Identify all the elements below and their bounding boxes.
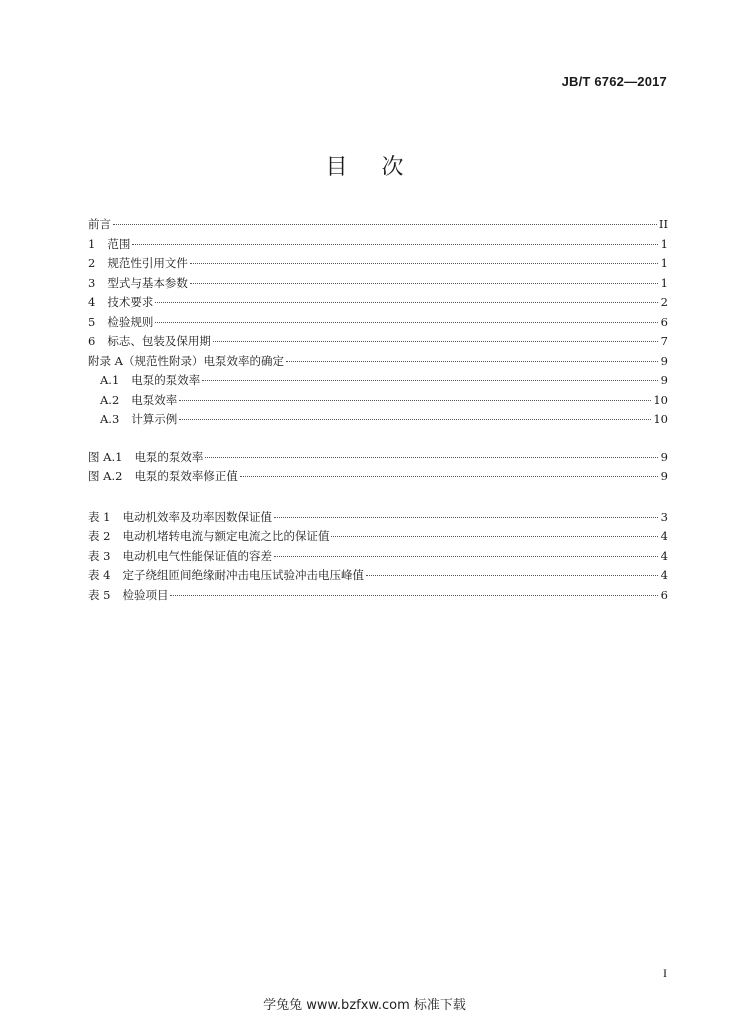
toc-entry-label: 计算示例 bbox=[131, 412, 178, 426]
toc-entry-number: 4 bbox=[88, 295, 96, 309]
toc-entry-page: 9 bbox=[660, 469, 668, 483]
toc-leader-dots bbox=[179, 419, 651, 420]
toc-entry-number: 5 bbox=[88, 314, 96, 329]
toc-leader-dots bbox=[366, 575, 658, 576]
toc-entry-number: 图 A.2 bbox=[88, 469, 123, 483]
toc-leader-dots bbox=[155, 302, 658, 303]
toc-entry-number: 表 2 bbox=[88, 529, 111, 543]
toc-entry[interactable] bbox=[88, 332, 668, 352]
toc-entry-page: 6 bbox=[660, 314, 668, 329]
toc-entry-number: A.1 bbox=[100, 373, 120, 387]
toc-entry-label: 电动机电气性能保证值的容差 bbox=[122, 548, 272, 563]
toc-entry-page: 1 bbox=[660, 275, 668, 290]
toc-leader-dots bbox=[274, 517, 658, 518]
toc-entry-label: 标志、包装及保用期 bbox=[107, 334, 211, 348]
toc-entry[interactable] bbox=[88, 410, 668, 430]
toc-entry-number: 表 1 bbox=[88, 509, 111, 524]
toc-leader-dots bbox=[113, 224, 657, 225]
toc-leader-dots bbox=[213, 341, 658, 342]
toc-entry-label: 电动机堵转电流与额定电流之比的保证值 bbox=[122, 529, 330, 543]
toc-entry-label: 型式与基本参数 bbox=[107, 275, 188, 290]
toc-entry-page: 4 bbox=[660, 568, 668, 582]
toc-entry-label: 规范性引用文件 bbox=[107, 256, 188, 270]
toc-figures bbox=[88, 448, 668, 487]
toc-entry[interactable] bbox=[88, 566, 668, 586]
toc-entry[interactable] bbox=[88, 448, 668, 468]
toc-entry[interactable] bbox=[88, 313, 668, 333]
toc-entry-number: 6 bbox=[88, 334, 96, 348]
toc-entry[interactable] bbox=[88, 391, 668, 411]
toc-entry[interactable] bbox=[88, 527, 668, 547]
toc-entry-page: 7 bbox=[660, 334, 668, 348]
toc-entry-page: 10 bbox=[653, 412, 668, 426]
toc-entry[interactable] bbox=[88, 215, 668, 235]
toc-entry-label: 前言 bbox=[88, 217, 111, 231]
toc-entry-page: 1 bbox=[660, 256, 668, 270]
toc-entry-page: II bbox=[658, 217, 668, 231]
table-of-contents bbox=[88, 215, 668, 605]
toc-entry-number: 图 A.1 bbox=[88, 449, 123, 464]
footer-watermark: 学兔兔 www.bzfxw.com 标准下载 bbox=[263, 998, 466, 1013]
toc-entry[interactable] bbox=[88, 254, 668, 274]
toc-entry[interactable] bbox=[88, 352, 668, 372]
toc-leader-dots bbox=[190, 283, 658, 284]
toc-entry-label: 检验项目 bbox=[122, 587, 169, 602]
toc-entry-page: 6 bbox=[660, 587, 668, 602]
toc-leader-dots bbox=[274, 556, 658, 557]
toc-entry-page: 3 bbox=[660, 509, 668, 524]
toc-entry-label: 电泵的泵效率 bbox=[134, 449, 204, 464]
toc-sections bbox=[88, 215, 668, 430]
toc-entry-label: 技术要求 bbox=[107, 295, 154, 309]
toc-entry-label: 范围 bbox=[107, 236, 131, 251]
toc-entry[interactable] bbox=[88, 547, 668, 567]
standard-number: JB/T 6762—2017 bbox=[561, 74, 667, 89]
toc-entry-page: 10 bbox=[653, 392, 668, 407]
toc-leader-dots bbox=[202, 380, 658, 381]
toc-entry-number: 1 bbox=[88, 236, 96, 251]
toc-entry[interactable] bbox=[88, 293, 668, 313]
toc-entry-page: 1 bbox=[660, 236, 668, 251]
toc-entry-label: 电泵的泵效率修正值 bbox=[134, 469, 238, 483]
toc-entry-page: 2 bbox=[660, 295, 668, 309]
toc-entry-number: 3 bbox=[88, 275, 96, 290]
toc-leader-dots bbox=[155, 322, 658, 323]
toc-entry-page: 9 bbox=[660, 353, 668, 368]
toc-entry-page: 4 bbox=[660, 529, 668, 543]
toc-leader-dots bbox=[240, 476, 658, 477]
toc-entry-number: A.3 bbox=[100, 412, 120, 426]
toc-entry-number: 表 3 bbox=[88, 548, 111, 563]
toc-leader-dots bbox=[205, 457, 658, 458]
toc-leader-dots bbox=[190, 263, 658, 264]
toc-entry[interactable] bbox=[88, 586, 668, 606]
toc-entry-page: 4 bbox=[660, 548, 668, 563]
toc-entry[interactable] bbox=[88, 508, 668, 528]
toc-leader-dots bbox=[286, 361, 658, 362]
toc-entry-number: 2 bbox=[88, 256, 96, 270]
toc-entry[interactable] bbox=[88, 371, 668, 391]
toc-entry-number: A.2 bbox=[100, 392, 120, 407]
toc-leader-dots bbox=[179, 400, 651, 401]
toc-entry-number: 表 5 bbox=[88, 587, 111, 602]
toc-entry-label: 附录 A（规范性附录）电泵效率的确定 bbox=[88, 353, 284, 368]
toc-entry-label: 电动机效率及功率因数保证值 bbox=[122, 509, 272, 524]
toc-entry-number: 表 4 bbox=[88, 568, 111, 582]
page-number: I bbox=[663, 966, 667, 980]
toc-entry[interactable] bbox=[88, 467, 668, 487]
toc-entry-page: 9 bbox=[660, 449, 668, 464]
toc-leader-dots bbox=[170, 595, 658, 596]
page-title: 目次 bbox=[325, 155, 438, 180]
toc-entry-label: 定子绕组匝间绝缘耐冲击电压试验冲击电压峰值 bbox=[122, 568, 364, 582]
toc-leader-dots bbox=[331, 536, 658, 537]
toc-entry[interactable] bbox=[88, 235, 668, 255]
toc-entry-label: 电泵效率 bbox=[131, 392, 178, 407]
toc-leader-dots bbox=[132, 244, 658, 245]
toc-tables bbox=[88, 508, 668, 606]
toc-entry-page: 9 bbox=[660, 373, 668, 387]
toc-entry-label: 检验规则 bbox=[107, 314, 154, 329]
toc-entry[interactable] bbox=[88, 274, 668, 294]
toc-entry-label: 电泵的泵效率 bbox=[131, 373, 201, 387]
